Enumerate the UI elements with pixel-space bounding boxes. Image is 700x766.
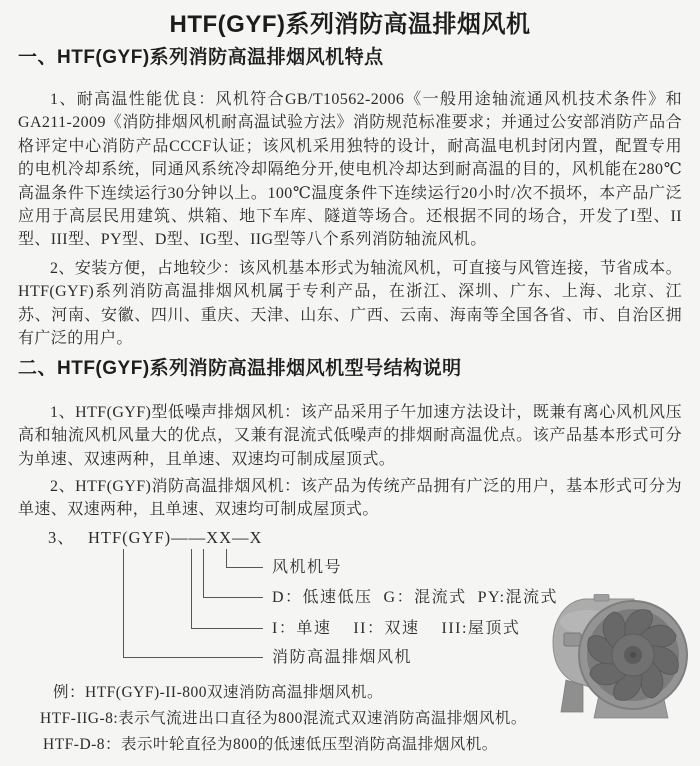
model-code: HTF(GYF)——XX—X (88, 528, 263, 547)
axial-fan-illustration (546, 594, 698, 724)
section2-heading: 二、HTF(GYF)系列消防高温排烟风机型号结构说明 (18, 358, 462, 379)
diagram-connector-line (203, 549, 204, 597)
fan-product-photo (546, 594, 698, 729)
diagram-connector-line (191, 628, 263, 629)
diagram-connector-line (123, 657, 263, 658)
diagram-connector-line (123, 549, 124, 657)
diagram-label-fan-number: 风机机号 (272, 559, 343, 576)
example-line-2: HTF-IIG-8:表示气流进出口直径为800混流式双速消防高温排烟风机。 (40, 710, 527, 727)
fan-foot-left (561, 680, 583, 712)
fan-top-knob (594, 594, 609, 601)
section2-paragraph-1: 1、HTF(GYF)型低噪声排烟风机：该产品采用子午加速方法设计，既兼有离心风机风压高和轴流风机风量大的优点，又兼有混流式低噪声的排烟耐高温优点。该产品基本形式可分为单速、双速两种，且单速、双速均可制成屋顶式。 (18, 404, 682, 468)
fan-side-handle (564, 633, 581, 646)
diagram-connector-line (191, 549, 192, 628)
example-line-1: 例：HTF(GYF)-II-800双速消防高温排烟风机。 (53, 684, 384, 701)
example-line-3: HTF-D-8：表示叶轮直径为800的低速低压型消防高温排烟风机。 (43, 736, 498, 753)
diagram-connector-line (226, 549, 227, 567)
page-title: HTF(GYF)系列消防高温排烟风机 (169, 11, 531, 38)
section1-paragraph-1: 1、耐高温性能优良：风机符合GB/T10562-2006《一般用途轴流通风机技术条件》和GA211-2009《消防排烟风机耐高温试验方法》消防规范标准要求；并通过公安部消防产品合格评定中心消防产品CCCF认证；该风机采用独特的设计，耐高温电机封闭内置，配置专用的电机冷却系统，同通风系统冷却隔绝分开,使电机冷却达到耐高温的目的，风机能在280℃高温条件下连续运行30分钟以上。100℃温度条件下连续运行20小时/次不损坏，本产品广泛应用于高层民用建筑、烘箱、地下车库、隧道等场合。还根据不同的场合，开发了I型、II型、III型、PY型、D型、IG型、IIG型等八个系列消防轴流风机。 (18, 91, 682, 249)
section1-paragraph-2: 2、安装方便，占地较少：该风机基本形式为轴流风机，可直接与风管连接，节省成本。HTF(GYF)系列消防高温排烟风机属于专利产品，在浙江、深圳、广东、上海、北京、江苏、河南、安徽、四川、重庆、天津、山东、广西、云南、海南等全国各省、市、自治区拥有广泛的用户。 (18, 260, 682, 348)
model-item-number: 3、 (48, 528, 75, 547)
section1-heading: 一、HTF(GYF)系列消防高温排烟风机特点 (18, 47, 384, 68)
diagram-label-product: 消防高温排烟风机 (272, 649, 413, 666)
fan-hub-bolt (630, 652, 636, 658)
diagram-label-speed: I：单速 II：双速 III:屋顶式 (272, 620, 521, 637)
section2-paragraph-2: 2、HTF(GYF)消防高温排烟风机：该产品为传统产品拥有广泛的用户，基本形式可分为单速、双速两种，且单速、双速均可制成屋顶式。 (18, 478, 682, 519)
diagram-label-variant: D：低速低压 G：混流式 PY:混流式 (272, 589, 559, 606)
diagram-connector-line (203, 597, 263, 598)
diagram-connector-line (226, 567, 263, 568)
